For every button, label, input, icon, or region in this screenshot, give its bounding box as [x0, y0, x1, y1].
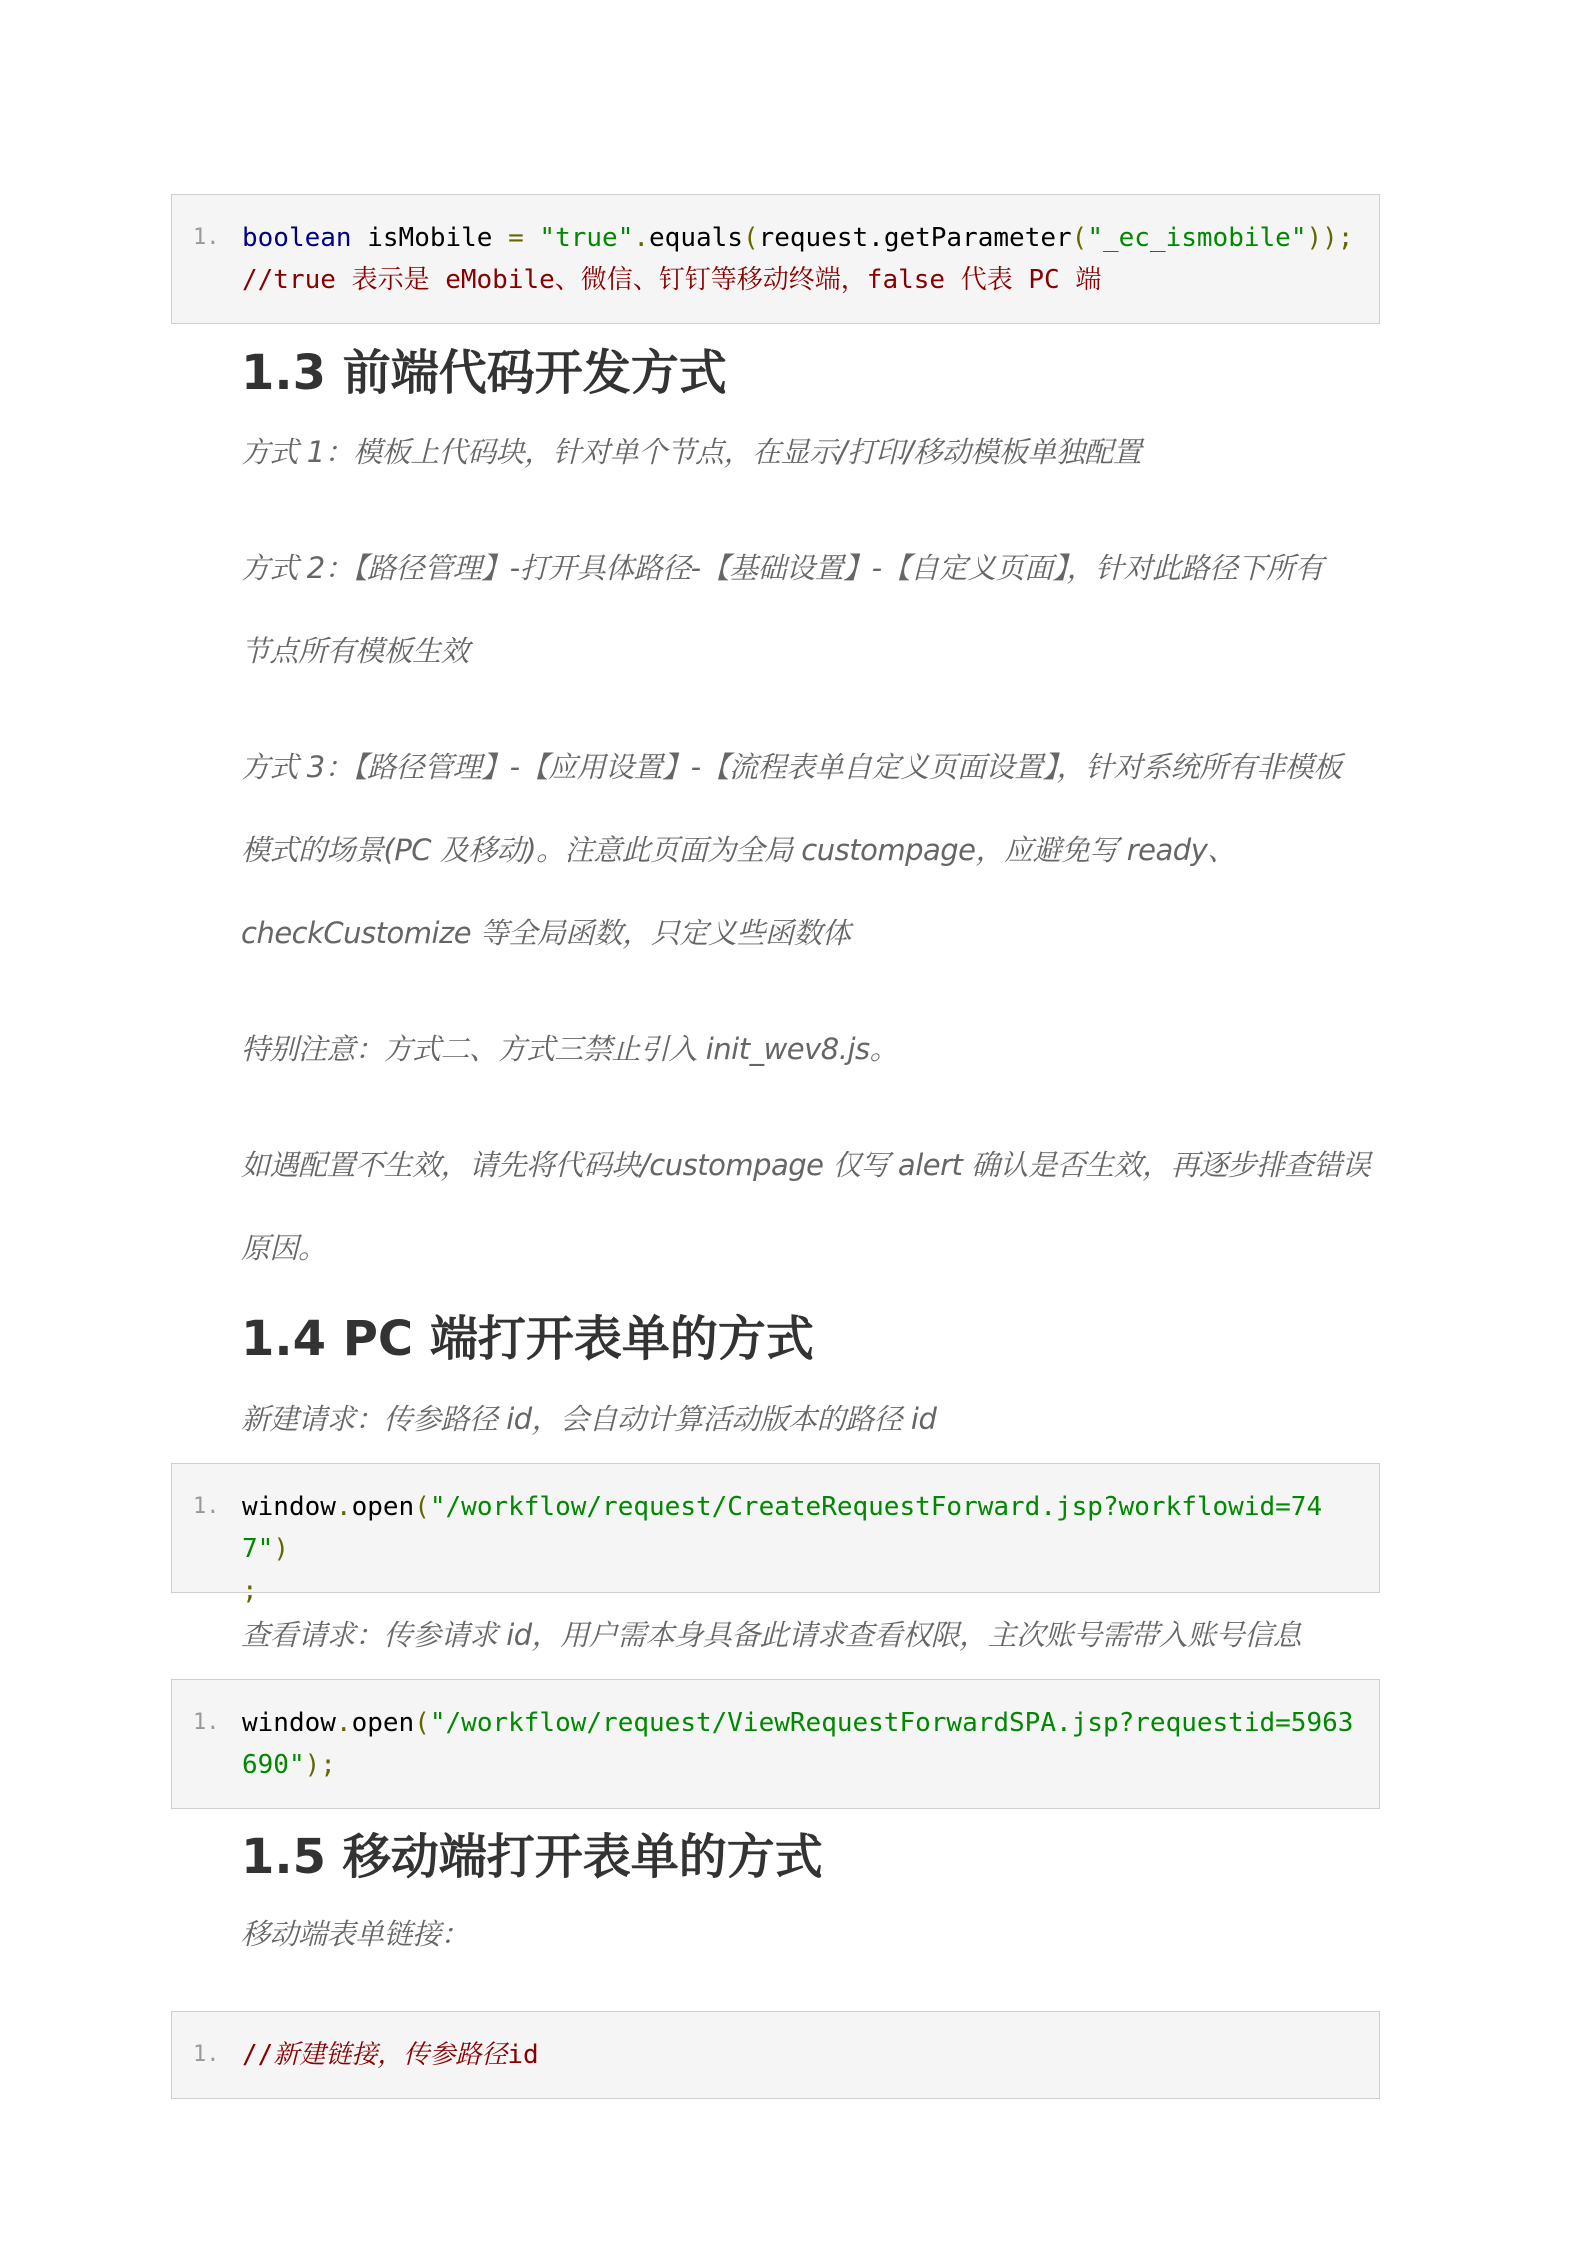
code-text — [242, 217, 1361, 301]
code-comment: // — [242, 2040, 274, 2070]
line-number: 1. — [193, 225, 220, 250]
paragraph-mobile-link: 移动端表单链接： — [241, 1917, 470, 1951]
paragraph-new-request: 新建请求：传参路径 id，会自动计算活动版本的路径 id — [241, 1402, 937, 1436]
paragraph-troubleshoot-line-1: 如遇配置不生效，请先将代码块/custompage 仅写 alert 确认是否生效，再逐步排查错误 — [241, 1148, 1371, 1182]
code-punct: ( — [414, 1492, 430, 1522]
code-method: open — [351, 1708, 415, 1738]
code-string: "/workflow/request/ViewRequestForwardSPA.jsp?requestid=5963 — [429, 1708, 1354, 1738]
paragraph-view-request: 查看请求：传参请求 id，用户需本身具备此请求查看权限，主次账号需带入账号信息 — [241, 1618, 1302, 1652]
line-number: 1. — [193, 1710, 220, 1735]
paragraph-special-note: 特别注意：方式二、方式三禁止引入 init_wev8.js。 — [241, 1032, 899, 1066]
code-string: "/workflow/request/CreateRequestForward.jsp?workflowid=747" — [242, 1492, 1323, 1564]
code-method: equals — [649, 223, 743, 253]
code-punct: ( — [1071, 223, 1088, 253]
paragraph-method-3-line-3: checkCustomize 等全局函数，只定义些函数体 — [241, 916, 851, 950]
code-punct: ( — [414, 1708, 430, 1738]
code-comment: //true 表示是 eMobile、微信、钉钉等移动终端，false 代表 PC 端 — [242, 265, 1102, 295]
paragraph-method-2-line-2: 节点所有模板生效 — [241, 634, 470, 668]
code-text — [242, 1702, 1361, 1786]
line-number: 1. — [193, 1494, 220, 1519]
code-call: request.getParameter — [758, 223, 1072, 253]
code-identifier: isMobile — [351, 223, 509, 253]
paragraph-method-2-line-1: 方式 2：【路径管理】-打开具体路径-【基础设置】-【自定义页面】，针对此路径下所有 — [241, 551, 1324, 585]
code-text — [242, 1486, 1361, 1612]
code-keyword: boolean — [242, 223, 352, 253]
code-string: "_ec_ismobile" — [1087, 223, 1307, 253]
code-block-4 — [171, 2011, 1380, 2099]
code-comment: 新建链接，传参路径 — [273, 2040, 508, 2070]
code-punct: )); — [1306, 223, 1354, 253]
code-block-2 — [171, 1463, 1380, 1606]
code-operator: = — [508, 223, 524, 253]
section-heading-1-5: 1.5 移动端打开表单的方式 — [241, 1829, 823, 1885]
code-punct: . — [335, 1708, 352, 1738]
code-punct: ); — [304, 1750, 336, 1780]
code-text — [242, 2034, 1361, 2076]
code-punct: ( — [742, 223, 759, 253]
code-block-3 — [171, 1679, 1380, 1809]
code-punct: . — [633, 223, 650, 253]
code-punct: . — [335, 1492, 352, 1522]
code-block-1 — [171, 194, 1380, 324]
code-comment: id — [507, 2040, 539, 2070]
code-string: 690" — [242, 1750, 305, 1780]
paragraph-method-1: 方式 1：模板上代码块，针对单个节点，在显示/打印/移动模板单独配置 — [241, 435, 1142, 469]
code-punct: ) — [273, 1534, 289, 1564]
paragraph-troubleshoot-line-2: 原因。 — [241, 1231, 327, 1265]
code-string: "true" — [523, 223, 634, 253]
paragraph-method-3-line-2: 模式的场景(PC 及移动)。注意此页面为全局 custompage，应避免写 ready、 — [241, 833, 1236, 867]
section-heading-1-4: 1.4 PC 端打开表单的方式 — [241, 1311, 814, 1367]
code-identifier: window — [242, 1708, 336, 1738]
code-punct: ; — [242, 1576, 258, 1606]
code-identifier: window — [242, 1492, 336, 1522]
section-heading-1-3: 1.3 前端代码开发方式 — [241, 345, 727, 401]
paragraph-method-3-line-1: 方式 3：【路径管理】-【应用设置】-【流程表单自定义页面设置】，针对系统所有非模板 — [241, 750, 1342, 784]
line-number: 1. — [193, 2042, 220, 2067]
code-method: open — [351, 1492, 415, 1522]
